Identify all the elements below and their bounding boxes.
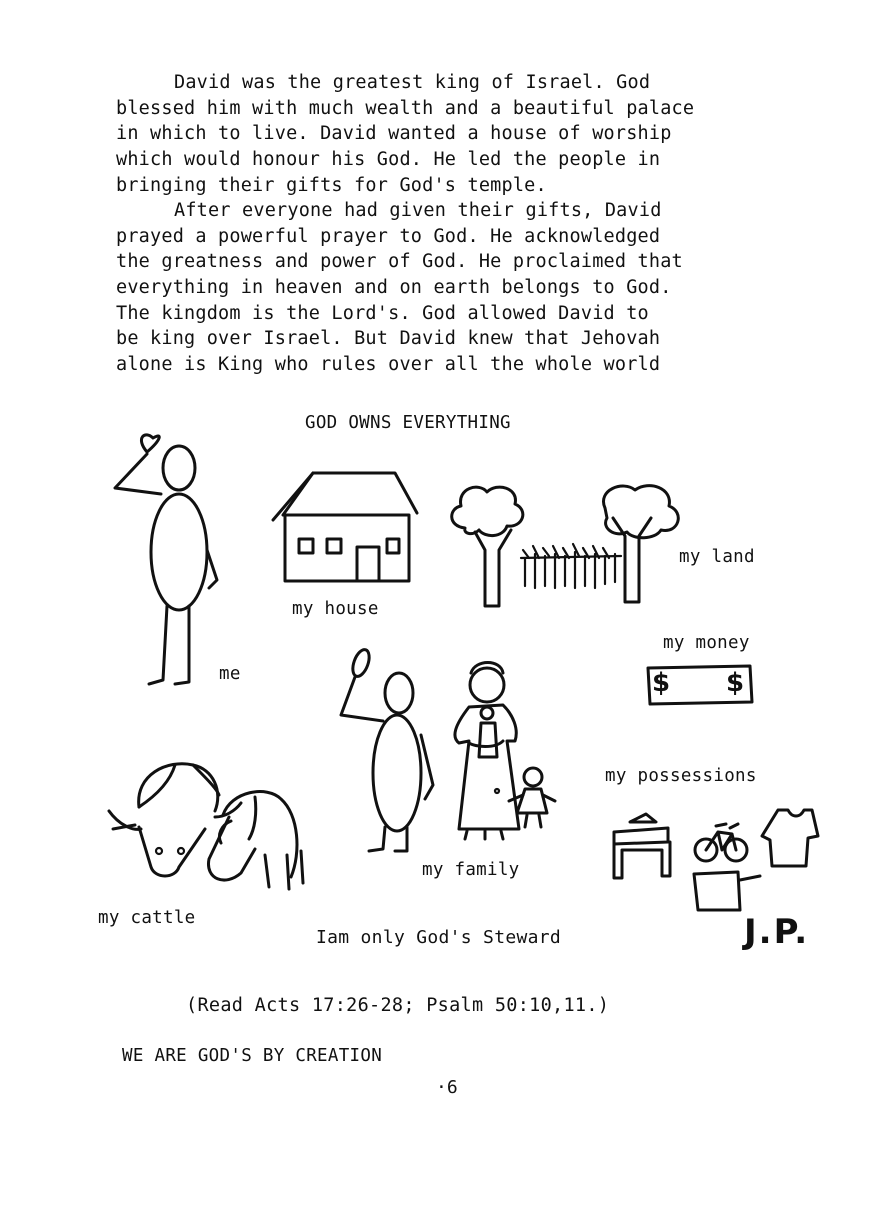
me-figure-drawing: [105, 430, 235, 695]
label-me: me: [219, 664, 241, 684]
money-symbol-right: $: [726, 668, 745, 698]
text-line: After everyone had given their gifts, David: [174, 200, 662, 221]
money-symbol-left: $: [652, 668, 671, 698]
text-line: The kingdom is the Lord's. God allowed David to: [116, 302, 649, 324]
section-heading: WE ARE GOD'S BY CREATION: [122, 1046, 383, 1066]
text-line: bringing their gifts for God's temple.: [116, 174, 547, 196]
paragraph-2: [116, 198, 766, 378]
artist-initials: J.P.: [744, 912, 810, 952]
paragraph-1: [116, 70, 766, 198]
text-line: the greatness and power of God. He proclaimed that: [116, 251, 683, 273]
steward-caption: Iam only God's Steward: [316, 927, 562, 948]
family-drawing: [335, 645, 565, 860]
label-house: my house: [292, 599, 379, 619]
text-line: in which to live. David wanted a house of worship: [116, 123, 672, 145]
text-line: be king over Israel. But David knew that Jehovah: [116, 328, 661, 350]
text-line: prayed a powerful prayer to God. He acknowledged: [116, 225, 661, 247]
cattle-drawing: [105, 755, 315, 905]
label-money: my money: [663, 633, 750, 653]
label-family: my family: [422, 860, 520, 880]
label-possessions: my possessions: [605, 766, 757, 786]
text-line: blessed him with much wealth and a beautiful palace: [116, 97, 695, 119]
page-number: ·6: [436, 1077, 458, 1098]
land-drawing: [445, 478, 695, 613]
house-drawing: [265, 465, 425, 590]
text-line: everything in heaven and on earth belongs to God.: [116, 277, 672, 299]
illustration-title: GOD OWNS EVERYTHING: [305, 413, 511, 433]
scripture-reference: (Read Acts 17:26-28; Psalm 50:10,11.): [186, 995, 610, 1016]
label-cattle: my cattle: [98, 908, 196, 928]
label-land: my land: [679, 547, 755, 567]
text-line: which would honour his God. He led the people in: [116, 149, 661, 171]
text-line: David was the greatest king of Israel. God: [174, 72, 651, 93]
text-line: alone is King who rules over all the whole world: [116, 354, 661, 376]
possessions-drawing: [608, 800, 823, 915]
